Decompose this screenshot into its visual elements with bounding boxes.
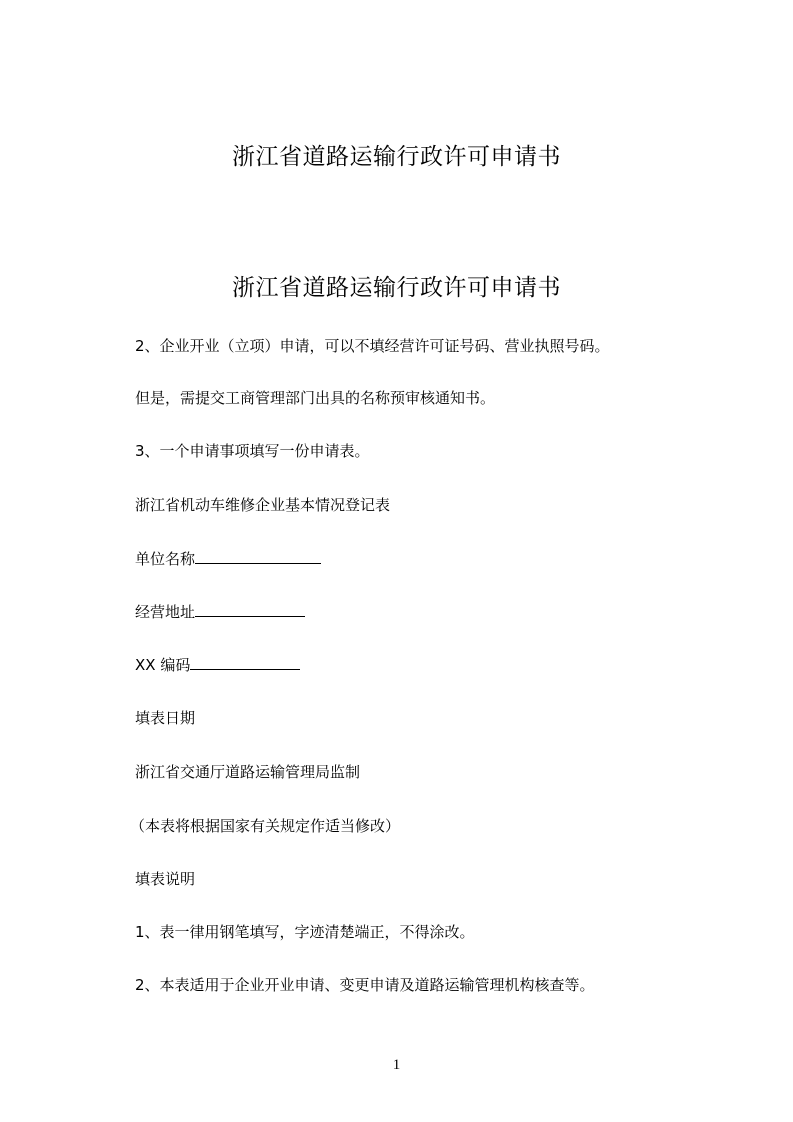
instructions-heading: 填表说明 (135, 870, 196, 888)
instruction-item-1: 1、表一律用钢笔填写，字迹清楚端正，不得涂改。 (135, 923, 475, 941)
field-unit-name-label: 单位名称 (135, 550, 196, 568)
field-code (135, 654, 755, 676)
field-address-label: 经营地址 (135, 603, 196, 621)
paragraph-one-form-per-item: 3、一个申请事项填写一份申请表。 (135, 442, 370, 460)
header-title: 浙江省道路运输行政许可申请书 (232, 144, 561, 170)
field-code-label: XX 编码 (135, 656, 191, 674)
field-code-blank[interactable] (190, 655, 300, 670)
fill-date-label: 填表日期 (135, 709, 196, 727)
field-address (135, 601, 755, 623)
supervisor-text: 浙江省交通厅道路运输管理局监制 (135, 763, 361, 781)
paragraph-enterprise-application: 2、企业开业（立项）申请，可以不填经营许可证号码、营业执照号码。 (135, 337, 610, 355)
revision-note: （本表将根据国家有关规定作适当修改） (130, 817, 401, 835)
instruction-item-2: 2、本表适用于企业开业申请、变更申请及道路运输管理机构核查等。 (135, 976, 595, 994)
paragraph-name-preapproval: 但是，需提交工商管理部门出具的名称预审核通知书。 (135, 389, 496, 407)
field-unit-name-blank[interactable] (195, 549, 321, 564)
document-title: 浙江省道路运输行政许可申请书 (232, 275, 561, 301)
form-heading: 浙江省机动车维修企业基本情况登记表 (135, 496, 391, 514)
field-address-blank[interactable] (195, 602, 305, 617)
field-unit-name (135, 548, 755, 570)
page-number: 1 (392, 1057, 401, 1073)
